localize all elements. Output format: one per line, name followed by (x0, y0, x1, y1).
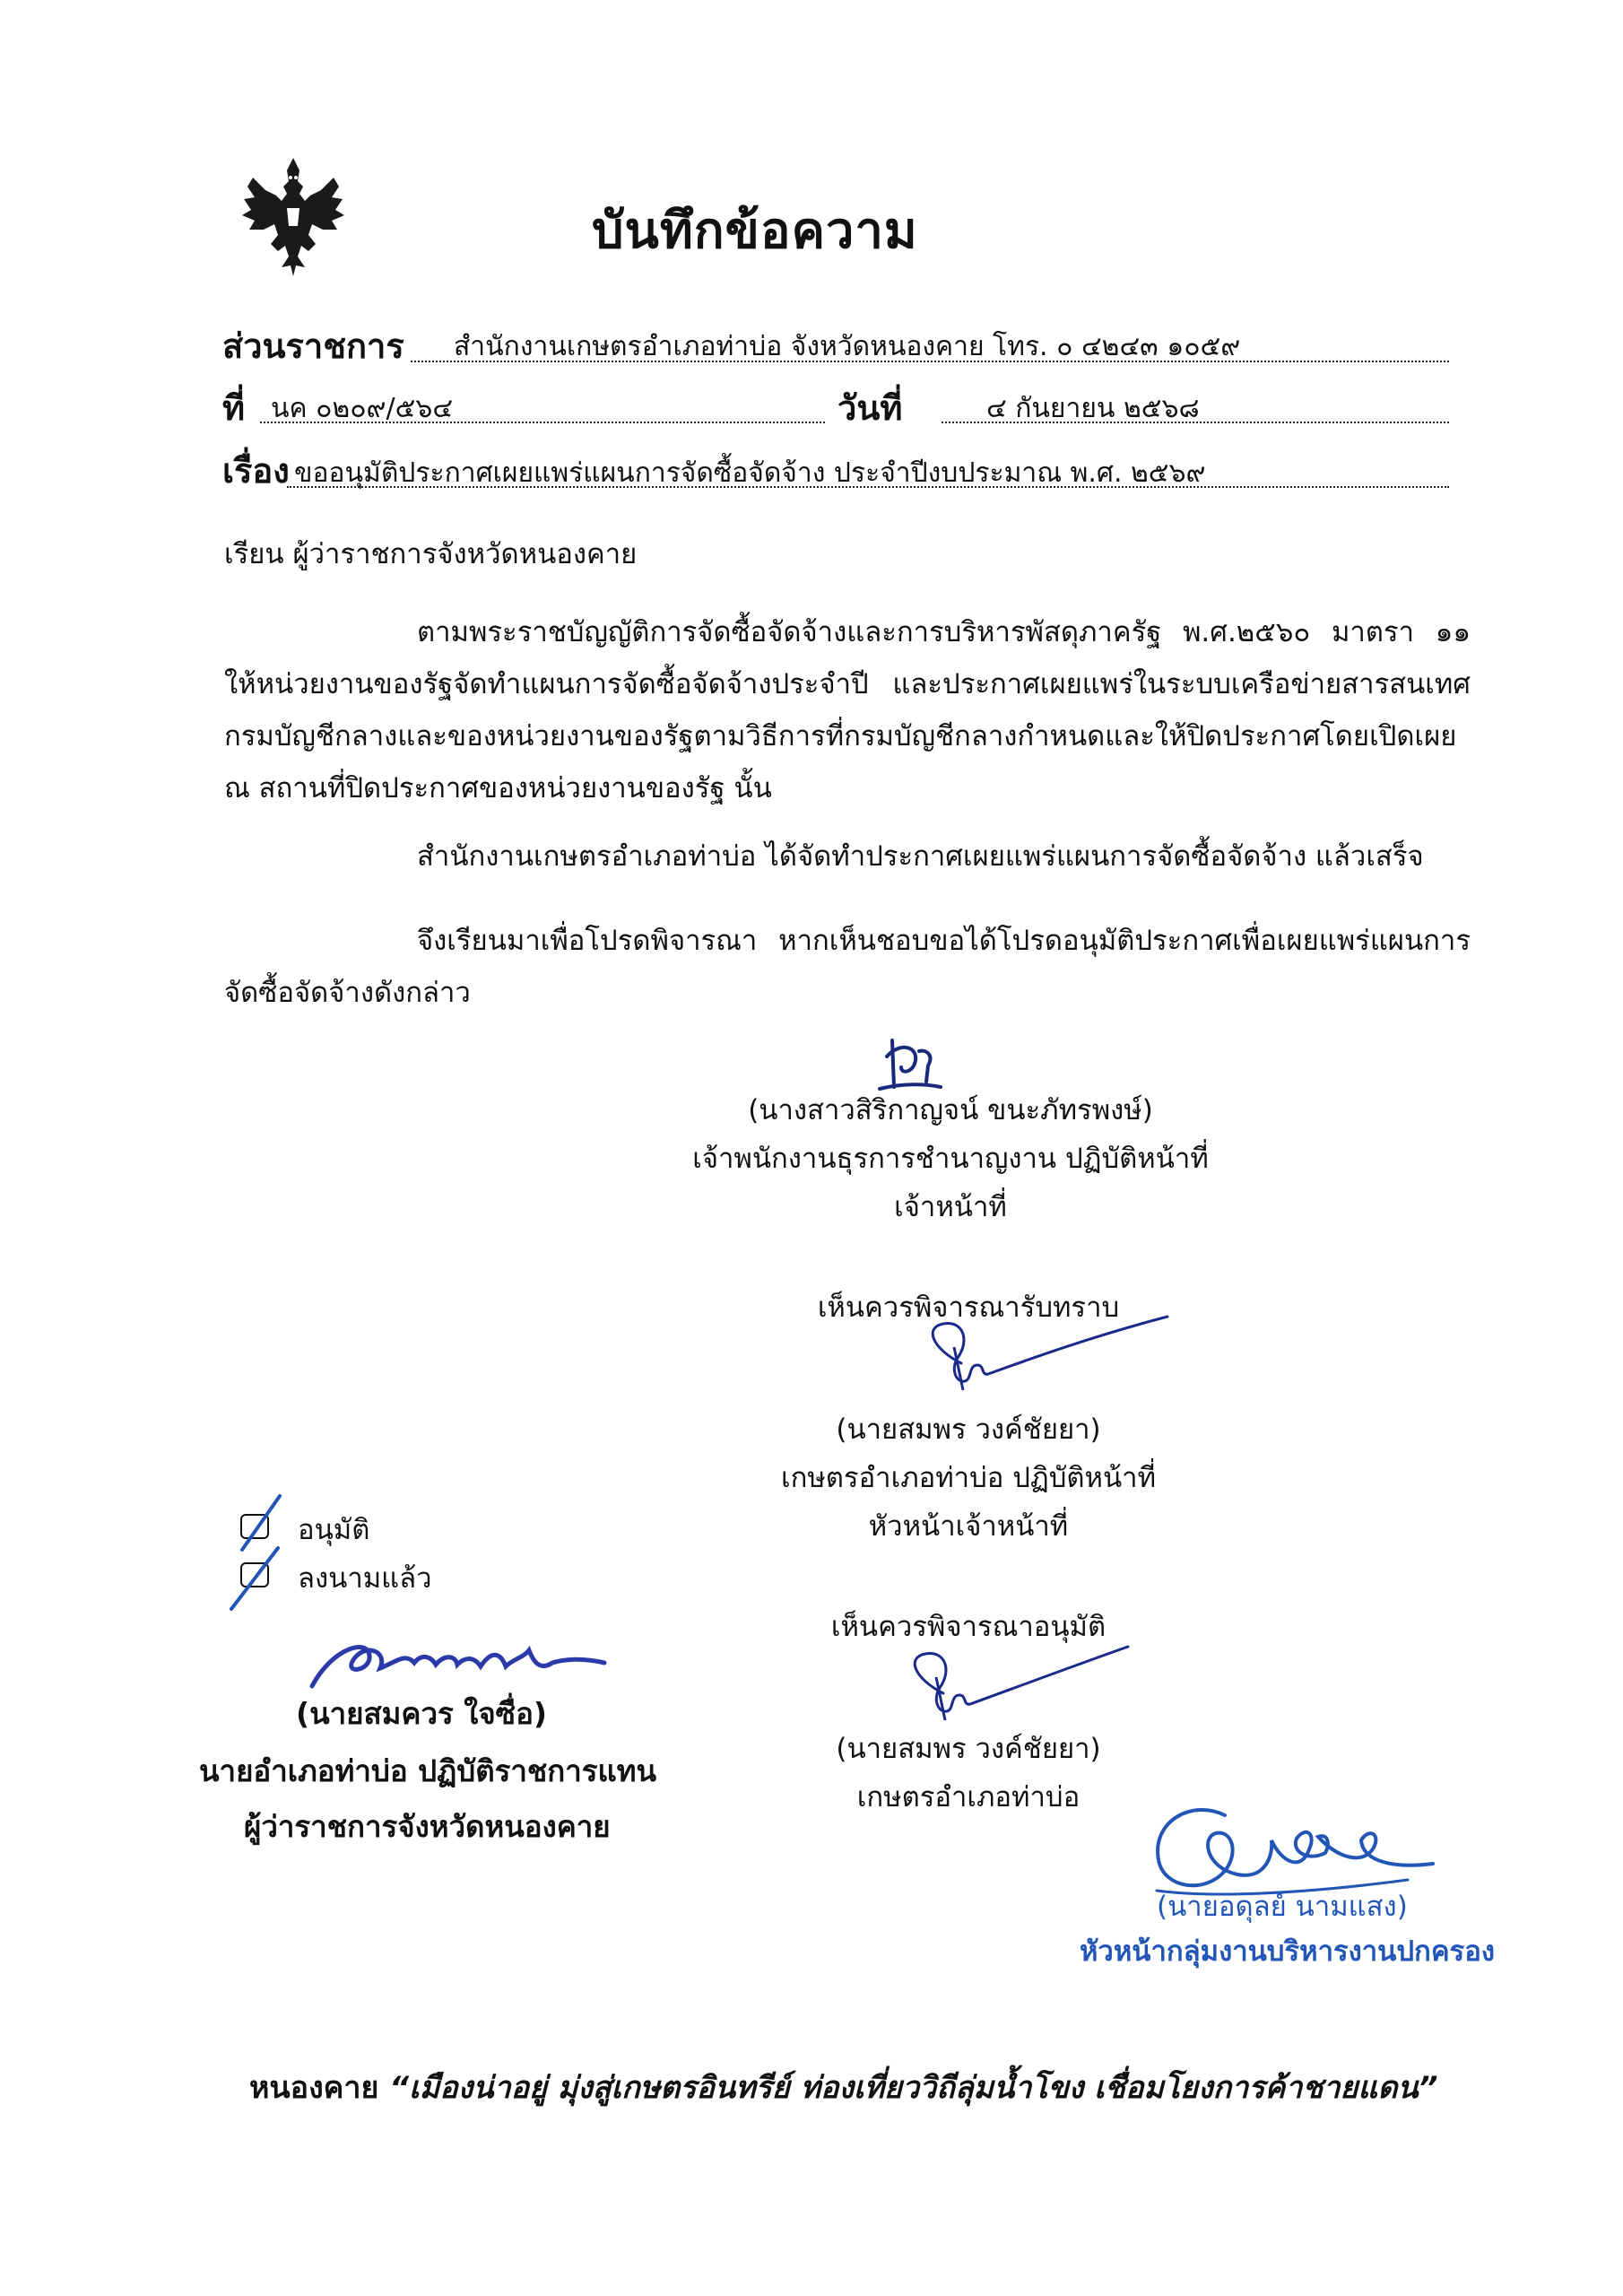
reviewer2-name: (นายสมพร วงค์ชัยยา) (836, 1733, 1101, 1765)
signed-option-label: ลงนามแล้ว (298, 1562, 432, 1595)
paragraph-1: ตามพระราชบัญญัติการจัดซื้อจัดจ้างและการบริหารพัสดุภาครัฐ พ.ศ.๒๕๖๐ มาตรา ๑๑ ให้หน่วยงานของรัฐจัดทำแผนการจัดซื้อจัดจ้างประจำปี และประกาศเผยแพร่ในระบบเครือข่ายสารสนเทศกรมบัญชีกลางและของหน่วยงานของรัฐตามวิธีการที่กรมบัญชีกลางกำหนดและให้ปิดประกาศโดยเปิดเผย ณ สถานที่ปิดประกาศของหน่วยงานของรัฐ นั้น (224, 616, 1471, 804)
reviewer2-signature-icon (897, 1643, 1157, 1724)
subject-label: เรื่อง (222, 451, 290, 491)
subject-dotted-line (287, 486, 1449, 488)
reviewer1-opinion: เห็นควรพิจารณารับทราบ (817, 1292, 1120, 1324)
reviewer2-opinion: เห็นควรพิจารณาอนุมัติ (830, 1611, 1107, 1643)
agency-value: สำนักงานเกษตรอำเภอท่าบ่อ จังหวัดหนองคาย โทร. ๐ ๔๒๔๓ ๑๐๕๙ (454, 331, 1241, 362)
approver-name: (นายสมควร ใจซื่อ) (296, 1696, 547, 1731)
reviewer1-name: (นายสมพร วงค์ชัยยา) (836, 1413, 1101, 1446)
officer-name: (นางสาวสิริกาญจน์ ขนะภัทรพงษ์) (748, 1094, 1153, 1126)
reviewer2-position: เกษตรอำเภอท่าบ่อ (856, 1781, 1081, 1813)
date-label: วันที่ (838, 388, 903, 428)
officer-position: เจ้าพนักงานธุรการชำนาญงาน ปฏิบัติหน้าที่ (692, 1143, 1209, 1175)
officer-role: เจ้าหน้าที่ (894, 1191, 1007, 1223)
reviewer1-position: เกษตรอำเภอท่าบ่อ ปฏิบัติหน้าที่ (780, 1462, 1156, 1494)
footer-slogan-text: “เมืองน่าอยู่ มุ่งสู่เกษตรอินทรีย์ ท่องเที่ยววิถีลุ่มน้ำโขง เชื่อมโยงการค้าชายแดน” (389, 2070, 1438, 2106)
footer-slogan-prefix: หนองคาย (249, 2070, 390, 2106)
stamp-name: (นายอดุลย์ นามแสง) (1157, 1891, 1408, 1923)
date-value: ๔ กันยายน ๒๕๖๘ (986, 393, 1200, 424)
date-dotted-line (942, 422, 1449, 423)
footer-slogan (249, 2063, 1438, 2111)
checkmark-stroke-icon (224, 1491, 287, 1616)
salutation: เรียน ผู้ว่าราชการจังหวัดหนองคาย (224, 538, 638, 570)
subject-value: ขออนุมัติประกาศเผยแพร่แผนการจัดซื้อจัดจ้าง ประจำปีงบประมาณ พ.ศ. ๒๕๖๙ (294, 457, 1206, 489)
stamp-position: หัวหน้ากลุ่มงานบริหารงานปกครอง (1080, 1935, 1495, 1968)
agency-label: ส่วนราชการ (222, 326, 404, 366)
approver-position: นายอำเภอท่าบ่อ ปฏิบัติราชการแทน (199, 1753, 657, 1788)
paragraph-3: จึงเรียนมาเพื่อโปรดพิจารณา หากเห็นชอบขอได้โปรดอนุมัติประกาศเพื่อเผยแพร่แผนการจัดซื้อจัดจ้างดังกล่าว (224, 925, 1471, 1009)
ref-value: นค ๐๒๐๙/๕๖๔ (271, 393, 454, 424)
garuda-emblem-icon (235, 151, 352, 285)
page-title: บันทึกข้อความ (592, 202, 918, 260)
reviewer1-signature-icon (915, 1311, 1175, 1396)
agency-dotted-line (411, 361, 1449, 362)
paragraph-2: สำนักงานเกษตรอำเภอท่าบ่อ ได้จัดทำประกาศเผยแพร่แผนการจัดซื้อจัดจ้าง แล้วเสร็จ (417, 840, 1424, 873)
approver-role: ผู้ว่าราชการจังหวัดหนองคาย (244, 1809, 611, 1844)
ref-label: ที่ (222, 388, 246, 428)
ref-dotted-line (260, 422, 825, 423)
approve-option-label: อนุมัติ (298, 1514, 370, 1546)
reviewer1-role: หัวหน้าเจ้าหน้าที่ (868, 1510, 1069, 1543)
